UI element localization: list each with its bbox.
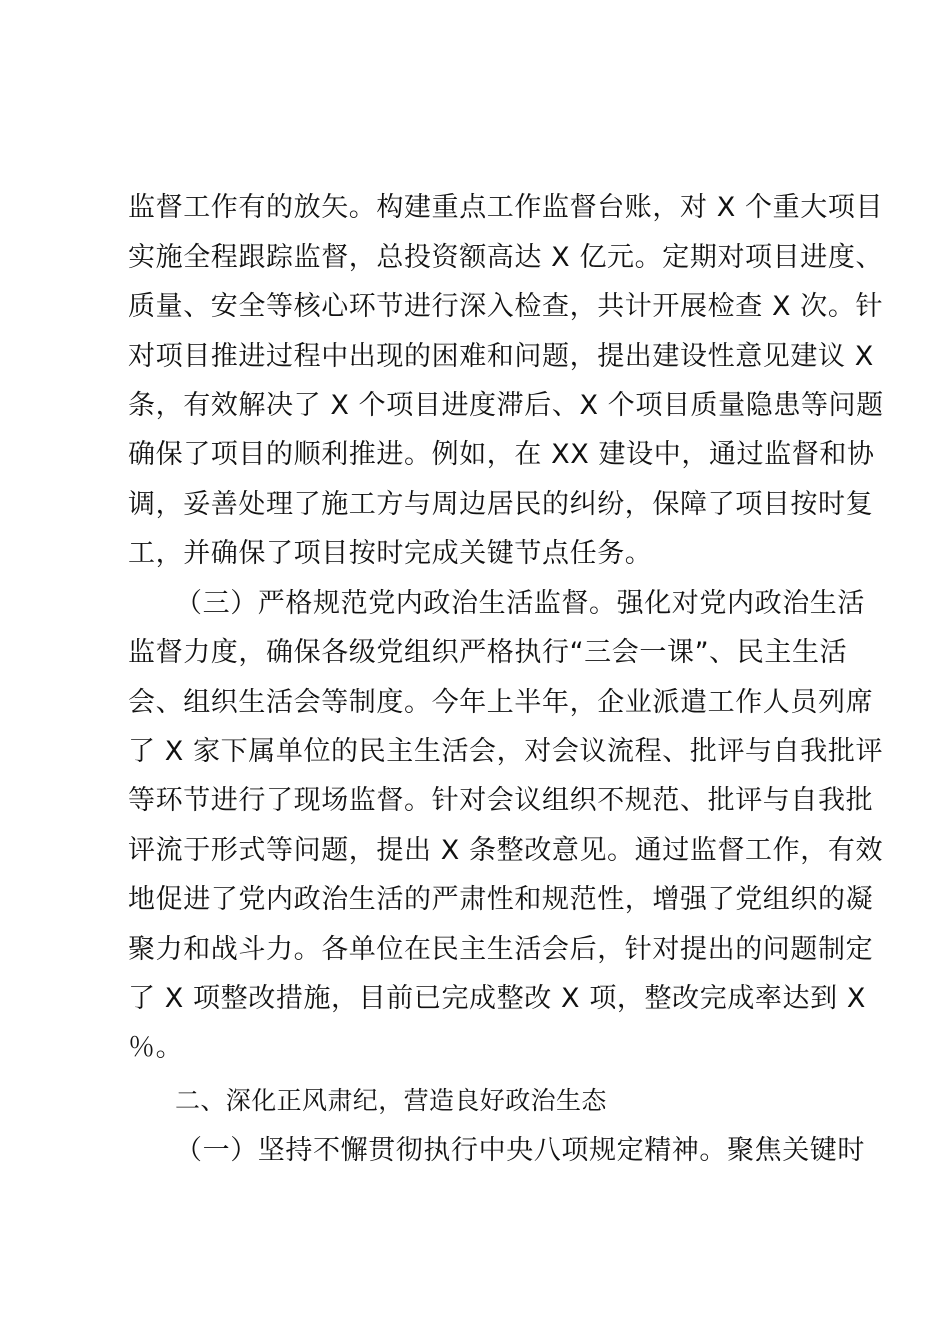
body-text-line: 等环节进行了现场监督。针对会议组织不规范、批评与自我批 <box>128 785 874 816</box>
body-text-line: 地促进了党内政治生活的严肃性和规范性，增强了党组织的凝 <box>128 884 874 915</box>
body-text-line: 会、组织生活会等制度。今年上半年，企业派遣工作人员列席 <box>128 687 874 718</box>
body-text-line: 调，妥善处理了施工方与周边居民的纠纷，保障了项目按时复 <box>128 489 874 520</box>
body-text-line: 了 X 家下属单位的民主生活会，对会议流程、批评与自我批评 <box>128 736 884 767</box>
subsection-title-line: （三）严格规范党内政治生活监督。强化对党内政治生活 <box>175 588 865 619</box>
body-text-line: 条，有效解决了 X 个项目进度滞后、X 个项目质量隐患等问题 <box>128 390 884 421</box>
body-text-line: 监督工作有的放矢。构建重点工作监督台账，对 X 个重大项目 <box>128 192 884 223</box>
body-text-line: 确保了项目的顺利推进。例如，在 XX 建设中，通过监督和协 <box>128 439 875 470</box>
body-text-line: 对项目推进过程中出现的困难和问题，提出建设性意见建议 X <box>128 341 874 372</box>
body-text-line: 质量、安全等核心环节进行深入检查，共计开展检查 X 次。针 <box>128 291 884 322</box>
body-text-line: 实施全程跟踪监督，总投资额高达 X 亿元。定期对项目进度、 <box>128 242 884 273</box>
body-text-line: 工，并确保了项目按时完成关键节点任务。 <box>128 538 653 569</box>
subsection-title-line: （一）坚持不懈贯彻执行中央八项规定精神。聚焦关键时 <box>175 1135 865 1166</box>
body-text-line: 评流于形式等问题，提出 X 条整改意见。通过监督工作，有效 <box>128 835 884 866</box>
body-text-line: 了 X 项整改措施，目前已完成整改 X 项，整改完成率达到 X <box>128 983 867 1014</box>
body-text-line: ％。 <box>128 1032 184 1063</box>
body-text-line: 聚力和战斗力。各单位在民主生活会后，针对提出的问题制定 <box>128 934 874 965</box>
body-text-line: 监督力度，确保各级党组织严格执行“三会一课”、民主生活 <box>128 637 848 668</box>
section-heading: 二、深化正风肃纪，营造良好政治生态 <box>175 1086 607 1115</box>
